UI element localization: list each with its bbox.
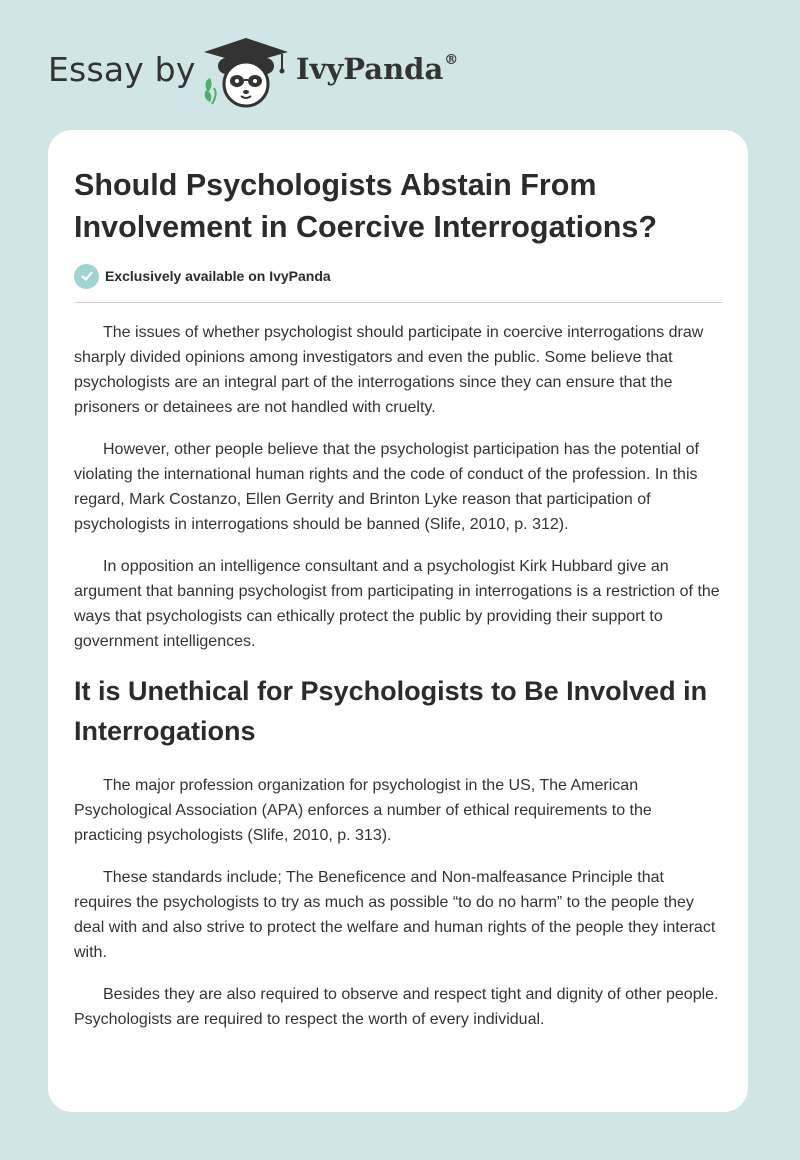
- badge-label: Exclusively available on IvyPanda: [105, 268, 331, 284]
- paragraph: Besides they are also required to observe and respect tight and dignity of other people. Psychologists are required to respect the worth of every individual.: [74, 986, 719, 1028]
- paragraph: However, other people believe that the psychologist participation has the potential of violating the international human rights and the code of conduct of the profession. In this regard, Mark Costanzo, Ellen Gerrity and Brinton Lyke reason that participation of psychologists in interrogations should be banned (Slife, 2010, p. 312).: [74, 441, 699, 533]
- brand-prefix: Essay by: [48, 50, 196, 89]
- panda-graduate-logo-icon[interactable]: [200, 34, 292, 108]
- paragraph: The issues of whether psychologist should participate in coercive interrogations draw sharply divided opinions among investigators and even the public. Some believe that psychologists are an integral part of the interrogations since they can ensure that the prisoners or detainees are not handled with cruelty.: [74, 324, 704, 416]
- paragraph: In opposition an intelligence consultant and a psychologist Kirk Hubbard give an argument that banning psychologist from participating in interrogations is a restriction of the ways that psychologists can ethically protect the public by providing their support to government intelligences.: [74, 558, 720, 650]
- divider: [74, 302, 723, 303]
- checkmark-icon: [74, 264, 99, 289]
- paragraph: The major profession organization for psychologist in the US, The American Psychological Association (APA) enforces a number of ethical requirements to the practicing psychologists (Slife, 2010, p. 313).: [74, 777, 652, 844]
- page-title: Should Psychologists Abstain From Involvement in Coercive Interrogations?: [74, 168, 658, 244]
- site-header: [0, 0, 800, 130]
- brand-name[interactable]: [296, 52, 458, 86]
- paragraph: These standards include; The Beneficence and Non-malfeasance Principle that requires the psychologists to try as much as possible “to do no harm” to the people they deal with and also strive to protect the welfare and human rights of the people they interact with.: [74, 869, 716, 961]
- registered-mark: ®: [444, 52, 459, 69]
- essay-body: [74, 320, 724, 1049]
- exclusive-badge: [74, 263, 331, 289]
- section-heading: It is Unethical for Psychologists to Be Involved in Interrogations: [74, 676, 708, 746]
- brand-name-text: IvyPanda: [296, 52, 444, 86]
- essay-card: [48, 130, 748, 1112]
